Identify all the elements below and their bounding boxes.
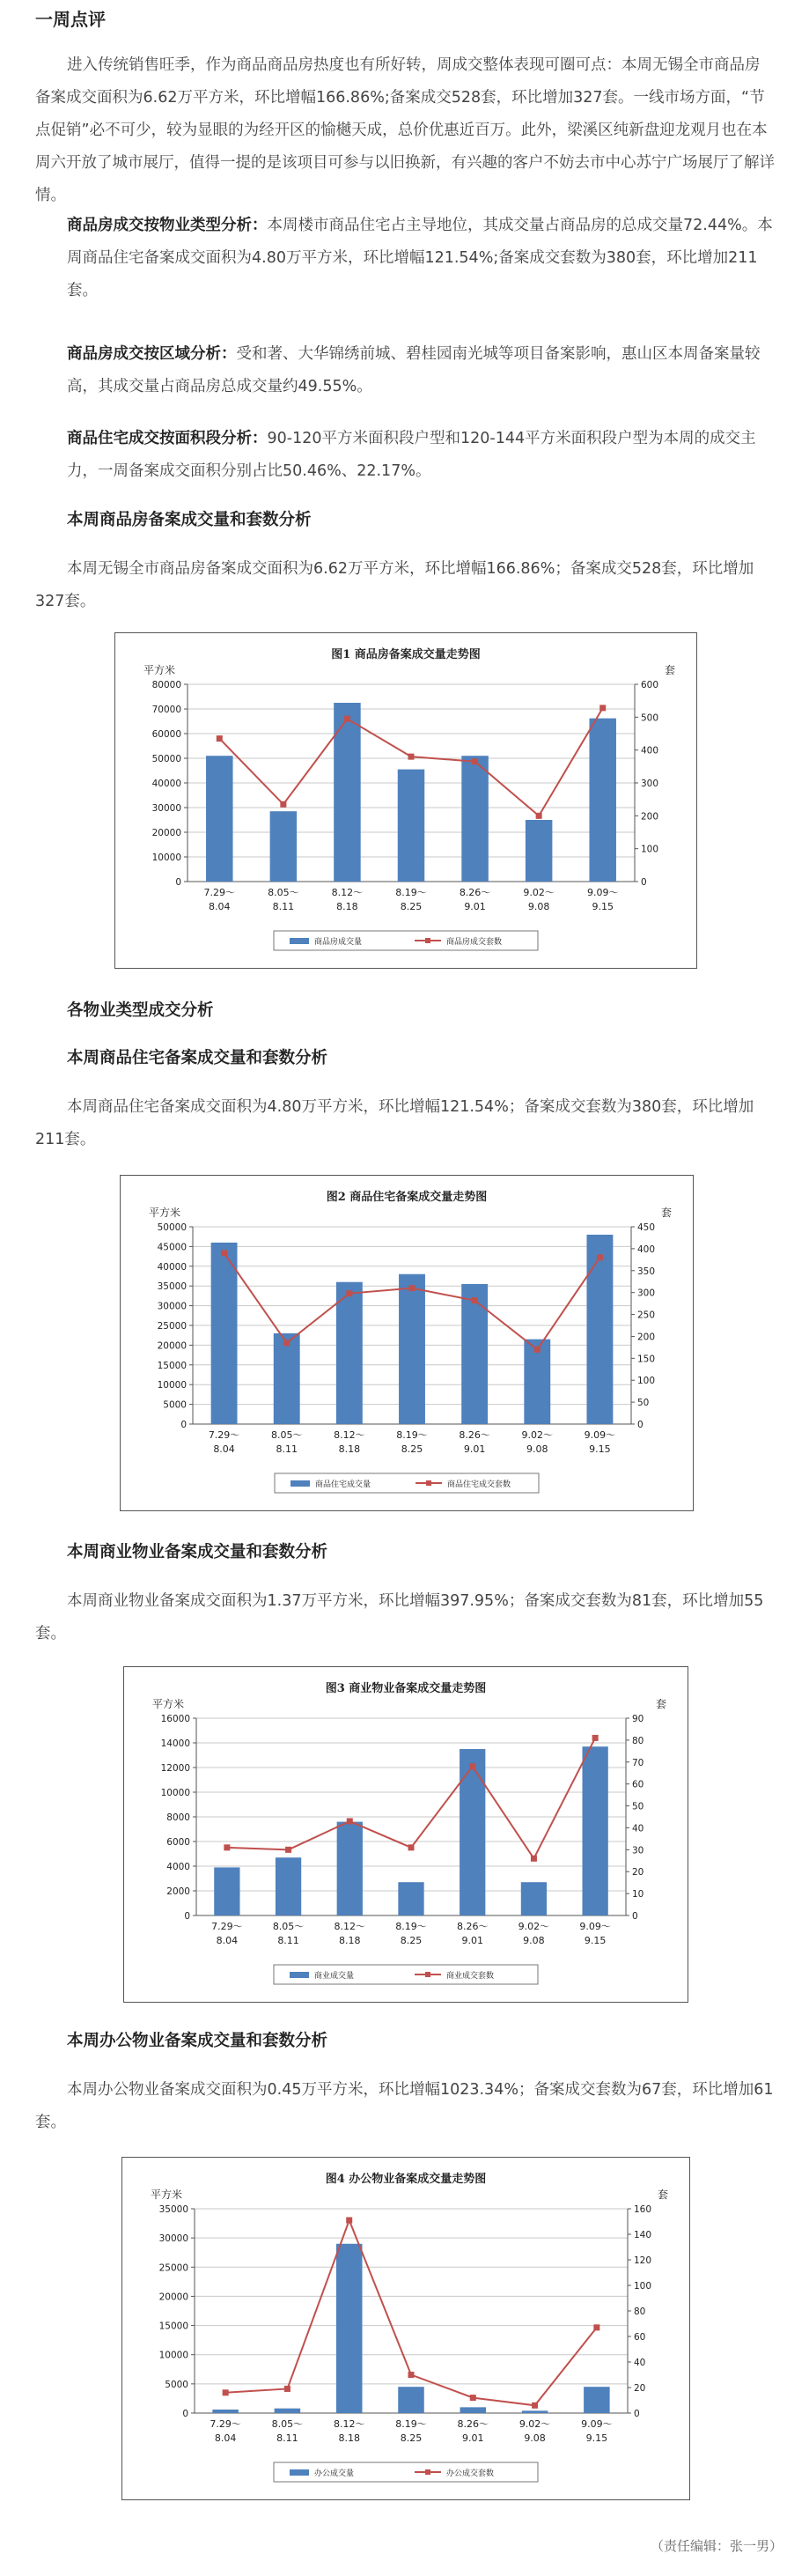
y-tick-label: 10000 (151, 853, 181, 863)
x-tick-label: 8.11 (277, 1935, 299, 1946)
x-tick-label: 8.11 (276, 2432, 298, 2444)
x-tick-label: 8.12～ (331, 887, 364, 898)
y2-tick-label: 400 (641, 745, 659, 757)
bar (461, 1284, 488, 1424)
y2-tick-label: 200 (637, 1332, 656, 1343)
bar (270, 811, 297, 882)
section-text: 本周商业物业备案成交面积为1.37万平方米，环比增幅397.95%；备案成交套数为81套，环比增加55套。 (35, 1592, 764, 1642)
y-tick-label: 60000 (151, 729, 181, 740)
bar (461, 756, 488, 882)
y-tick-label: 10000 (160, 1788, 190, 1798)
y2-tick-label: 0 (634, 2409, 640, 2419)
bar (586, 1235, 613, 1424)
x-tick-label: 8.18 (338, 1443, 361, 1455)
section-heading: 本周商业物业备案成交量和套数分析 (67, 1543, 328, 1561)
y2-tick-label: 300 (637, 1288, 656, 1299)
y2-tick-label: 50 (632, 1801, 644, 1812)
section-heading: 本周商品住宅备案成交量和套数分析 (67, 1049, 328, 1067)
x-tick-label: 9.09～ (584, 1429, 616, 1441)
analysis-text: 本周楼市商品住宅占主导地位，其成交量占商品房的总成交量72.44%。本周商品住宅备案成交面积为4.80万平方米，环比增幅121.54%;备案成交套数为380套，环比增加211套。 (67, 217, 773, 299)
x-tick-label: 8.19～ (396, 1429, 428, 1441)
x-tick-label: 8.18 (339, 1935, 361, 1946)
y2-tick-label: 30 (632, 1845, 644, 1856)
bar (589, 719, 615, 882)
y-tick-label: 40000 (151, 779, 181, 789)
y2-tick-label: 600 (641, 680, 659, 690)
chart-4-svg (122, 2158, 689, 2499)
line-point (224, 1844, 230, 1850)
x-tick-label: 8.18 (338, 2432, 360, 2444)
bar (337, 1822, 363, 1915)
x-tick-label: 8.04 (209, 901, 231, 912)
y2-tick-label: 0 (632, 1911, 638, 1922)
x-tick-label: 9.01 (464, 901, 486, 912)
line-point (223, 2389, 229, 2395)
series-line (227, 1738, 595, 1858)
bar (398, 1882, 423, 1915)
analysis-label: 商品房成交按物业类型分析： (67, 217, 268, 234)
intro-paragraph: 进入传统销售旺季，作为商品商品房热度也有所好转，周成交整体表现可圈可点：本周无锡全市商品房备案成交面积为6.62万平方米，环比增幅166.86%;备案成交528套，环比增加327套。一线市场方面，“节点促销”必不可少，较为显眼的为经开区的愉樾天成，总价优惠近百万。此外，梁溪区纯新盘迎龙观月也在本周六开放了城市展厅，值得一提的是该项目可参与以旧换新，有兴趣的客户不妨去市中心苏宁广场展厅了解详情。 (35, 56, 775, 204)
y2-axis-label: 套 (658, 2188, 669, 2201)
y-tick-label: 10000 (157, 1380, 187, 1391)
y-tick-label: 0 (180, 1420, 187, 1430)
x-tick-label: 8.05～ (270, 1429, 303, 1441)
bar (206, 756, 232, 882)
analysis-label: 商品房成交按区域分析： (67, 345, 237, 363)
chart-1-svg (115, 633, 696, 968)
y-tick-label: 4000 (166, 1862, 190, 1872)
x-tick-label: 9.09～ (581, 2418, 613, 2430)
section-heading: 本周商品房备案成交量和套数分析 (67, 511, 312, 529)
y-tick-label: 20000 (158, 2292, 188, 2303)
chart-title: 图1 商品房备案成交量走势图 (331, 648, 481, 661)
y2-tick-label: 80 (632, 1735, 644, 1746)
y2-tick-label: 250 (637, 1310, 656, 1321)
bar (522, 2410, 548, 2413)
y2-tick-label: 0 (641, 877, 647, 888)
bar (276, 1857, 301, 1915)
line-point (344, 716, 350, 722)
x-tick-label: 8.12～ (333, 2418, 365, 2430)
legend-box (274, 1965, 538, 1984)
bar (399, 1274, 425, 1424)
legend-line-marker (425, 2469, 430, 2475)
y-tick-label: 15000 (157, 1360, 187, 1371)
y-tick-label: 25000 (157, 1321, 187, 1332)
legend-bar-swatch (290, 1972, 309, 1978)
analysis-area-range (67, 423, 776, 488)
y2-tick-label: 450 (637, 1222, 656, 1233)
y-tick-label: 45000 (157, 1242, 187, 1253)
page-title: 一周点评 (35, 9, 106, 30)
y2-tick-label: 60 (634, 2332, 646, 2343)
legend-bar-swatch (290, 2469, 309, 2476)
bar (460, 1749, 485, 1915)
line-point (597, 1254, 603, 1260)
y-tick-label: 35000 (158, 2204, 188, 2215)
y2-tick-label: 300 (641, 779, 659, 789)
x-tick-label: 9.08 (527, 901, 550, 912)
y-tick-label: 10000 (158, 2350, 188, 2361)
legend-bar-swatch (290, 938, 309, 944)
x-tick-label: 8.18 (336, 901, 358, 912)
y2-tick-label: 160 (634, 2204, 652, 2215)
bar (214, 1867, 239, 1915)
x-tick-label: 9.15 (589, 1443, 611, 1455)
y-tick-label: 30000 (157, 1301, 187, 1312)
x-tick-label: 8.25 (400, 901, 423, 912)
bar (398, 770, 424, 882)
y-tick-label: 0 (175, 877, 181, 888)
chart-2 (120, 1175, 694, 1511)
line-point (532, 2403, 538, 2409)
y-tick-label: 20000 (157, 1340, 187, 1352)
line-point (217, 735, 223, 742)
chart-3 (123, 1666, 688, 2003)
legend-label: 商业成交量 (314, 1972, 355, 1981)
line-point (472, 1297, 478, 1303)
y2-tick-label: 100 (637, 1376, 656, 1387)
x-tick-label: 8.26～ (456, 1921, 489, 1932)
y2-tick-label: 100 (634, 2281, 652, 2292)
line-point (408, 1844, 415, 1850)
x-tick-label: 8.19～ (395, 887, 427, 898)
y-tick-label: 25000 (158, 2262, 188, 2274)
x-tick-label: 7.29～ (211, 1921, 243, 1932)
bar (275, 2409, 301, 2413)
chart-1 (114, 632, 697, 969)
x-tick-label: 8.12～ (334, 1921, 366, 1932)
x-tick-label: 8.11 (272, 901, 295, 912)
line-point (469, 1763, 475, 1769)
bar (212, 2410, 239, 2413)
line-point (409, 1285, 416, 1291)
bar (211, 1243, 238, 1424)
chart-4 (121, 2157, 690, 2500)
chart-title: 图4 办公物业备案成交量走势图 (325, 2173, 487, 2186)
y-tick-label: 0 (184, 1911, 190, 1922)
y-axis-label: 平方米 (151, 2188, 183, 2201)
line-point (470, 2395, 476, 2401)
y-tick-label: 16000 (160, 1714, 190, 1724)
x-tick-label: 9.02～ (518, 2418, 551, 2430)
line-point (408, 754, 415, 760)
x-tick-label: 8.05～ (271, 2418, 304, 2430)
analysis-text: 受和著、大华锦绣前城、碧桂园南光城等项目备案影响，惠山区本周备案量较高，其成交量占商品房总成交量约49.55%。 (67, 345, 761, 395)
y-tick-label: 0 (182, 2409, 188, 2419)
x-tick-label: 8.12～ (334, 1429, 365, 1441)
x-tick-label: 8.26～ (459, 887, 491, 898)
bar (336, 1282, 363, 1424)
y2-tick-label: 0 (637, 1420, 644, 1430)
y2-tick-label: 40 (632, 1823, 644, 1834)
y2-tick-label: 20 (634, 2383, 646, 2394)
bar (583, 1746, 608, 1915)
editor-credit: （责任编辑：张一男） (650, 2538, 783, 2554)
chart-2-svg (121, 1176, 693, 1510)
line-point (284, 2386, 291, 2392)
y2-tick-label: 40 (634, 2358, 646, 2368)
line-point (347, 1818, 353, 1824)
bar (526, 820, 552, 882)
x-tick-label: 7.29～ (203, 887, 236, 898)
line-point (531, 1856, 537, 1862)
bar (398, 2387, 424, 2413)
x-tick-label: 9.08 (524, 2432, 546, 2444)
chart-title: 图2 商品住宅备案成交量走势图 (326, 1191, 488, 1204)
legend-label: 商业成交套数 (446, 1972, 495, 1981)
y-tick-label: 30000 (158, 2233, 188, 2245)
y2-axis-label: 套 (656, 1698, 667, 1710)
bar (584, 2387, 610, 2413)
analysis-region (67, 338, 776, 403)
legend-line-marker (425, 1972, 430, 1977)
y2-axis-label: 套 (661, 1207, 673, 1219)
y2-axis-label: 套 (665, 664, 676, 676)
legend-label: 商品房成交套数 (446, 938, 503, 947)
x-tick-label: 8.05～ (268, 887, 299, 898)
y-axis-label: 平方米 (143, 664, 176, 676)
chart-title: 图3 商业物业备案成交量走势图 (325, 1682, 487, 1695)
y-tick-label: 6000 (166, 1837, 190, 1848)
bar (521, 1882, 547, 1915)
y-tick-label: 15000 (158, 2321, 188, 2332)
x-tick-label: 9.09～ (586, 887, 619, 898)
line-point (599, 705, 606, 711)
legend-label: 办公成交套数 (446, 2469, 495, 2478)
line-point (536, 813, 542, 819)
bar (274, 1333, 300, 1424)
line-point (280, 801, 286, 808)
x-tick-label: 9.08 (526, 1443, 548, 1455)
y2-tick-label: 400 (637, 1244, 656, 1255)
y2-tick-label: 70 (632, 1757, 644, 1768)
x-tick-label: 9.02～ (521, 1429, 554, 1441)
legend-label: 商品住宅成交套数 (447, 1480, 511, 1489)
y-tick-label: 50000 (151, 754, 181, 764)
x-tick-label: 8.25 (401, 1443, 423, 1455)
line-point (593, 2324, 599, 2330)
x-tick-label: 8.04 (213, 1443, 235, 1455)
x-tick-label: 8.05～ (272, 1921, 305, 1932)
section-text: 本周商品住宅备案成交面积为4.80万平方米，环比增幅121.54%；备案成交套数为380套，环比增加211套。 (35, 1098, 754, 1148)
y-axis-label: 平方米 (149, 1207, 181, 1219)
x-tick-label: 9.02～ (518, 1921, 550, 1932)
y-tick-label: 20000 (151, 828, 181, 838)
chart-3-svg (124, 1667, 688, 2002)
legend-line-marker (425, 938, 430, 943)
y2-tick-label: 60 (632, 1779, 644, 1790)
y2-tick-label: 90 (632, 1714, 644, 1724)
bar (336, 2244, 363, 2413)
x-tick-label: 9.01 (461, 1935, 483, 1946)
x-tick-label: 9.01 (462, 2432, 484, 2444)
section-heading: 本周办公物业备案成交量和套数分析 (67, 2032, 328, 2050)
y-axis-label: 平方米 (152, 1698, 185, 1710)
line-point (283, 1340, 290, 1346)
x-tick-label: 9.08 (523, 1935, 545, 1946)
section-heading: 各物业类型成交分析 (67, 1001, 214, 1020)
legend-label: 办公成交量 (314, 2469, 355, 2478)
y-tick-label: 50000 (157, 1222, 187, 1233)
x-tick-label: 9.15 (584, 1935, 607, 1946)
y-tick-label: 35000 (157, 1281, 187, 1293)
x-tick-label: 7.29～ (208, 1429, 240, 1441)
x-tick-label: 9.01 (463, 1443, 486, 1455)
line-point (346, 1290, 352, 1296)
line-point (221, 1250, 227, 1256)
y-tick-label: 80000 (151, 680, 181, 690)
x-tick-label: 8.19～ (395, 2418, 427, 2430)
line-point (346, 2218, 352, 2224)
line-point (592, 1735, 599, 1741)
analysis-text: 90-120平方米面积段户型和120-144平方米面积段户型为本周的成交主力，一周备案成交面积分别占比50.46%、22.17%。 (67, 430, 756, 480)
legend-label: 商品房成交量 (314, 938, 363, 947)
x-tick-label: 8.26～ (459, 1429, 490, 1441)
section-text: 本周办公物业备案成交面积为0.45万平方米，环比增幅1023.34%；备案成交套数为67套，环比增加61套。 (35, 2081, 774, 2131)
x-tick-label: 7.29～ (210, 2418, 241, 2430)
y2-tick-label: 80 (634, 2307, 646, 2317)
line-point (534, 1347, 541, 1353)
x-tick-label: 8.04 (214, 2432, 237, 2444)
x-tick-label: 8.26～ (457, 2418, 489, 2430)
legend-line-marker (426, 1480, 431, 1486)
legend-bar-swatch (291, 1480, 310, 1487)
y2-tick-label: 140 (634, 2230, 652, 2240)
y2-tick-label: 120 (634, 2255, 652, 2266)
analysis-label: 商品住宅成交按面积段分析： (67, 430, 268, 447)
y2-tick-label: 50 (637, 1398, 650, 1409)
y-tick-label: 30000 (151, 803, 181, 814)
y2-tick-label: 350 (637, 1266, 656, 1277)
y2-tick-label: 100 (641, 844, 659, 855)
legend-box (274, 2462, 538, 2482)
line-point (408, 2372, 415, 2378)
y-tick-label: 70000 (151, 705, 181, 715)
y2-tick-label: 20 (632, 1867, 644, 1878)
analysis-property-type (67, 210, 776, 307)
x-tick-label: 8.25 (400, 2432, 423, 2444)
x-tick-label: 8.11 (276, 1443, 298, 1455)
x-tick-label: 9.09～ (579, 1921, 611, 1932)
y2-tick-label: 150 (637, 1354, 656, 1365)
y-tick-label: 12000 (160, 1763, 190, 1774)
x-tick-label: 8.25 (400, 1935, 423, 1946)
y-tick-label: 5000 (165, 2379, 188, 2390)
y2-tick-label: 200 (641, 811, 659, 823)
x-tick-label: 9.15 (592, 901, 614, 912)
y-tick-label: 5000 (163, 1399, 187, 1411)
y2-tick-label: 10 (632, 1889, 644, 1901)
x-tick-label: 8.19～ (395, 1921, 427, 1932)
x-tick-label: 8.04 (216, 1935, 239, 1946)
legend-label: 商品住宅成交量 (315, 1480, 371, 1489)
section-text: 本周无锡全市商品房备案成交面积为6.62万平方米，环比增幅166.86%；备案成交528套，环比增加327套。 (35, 560, 754, 610)
bar (334, 703, 360, 882)
y-tick-label: 8000 (166, 1812, 190, 1823)
line-point (472, 758, 478, 764)
bar (460, 2407, 487, 2413)
y-tick-label: 40000 (157, 1261, 187, 1273)
x-tick-label: 9.15 (585, 2432, 608, 2444)
y2-tick-label: 500 (641, 712, 659, 724)
line-point (285, 1847, 291, 1853)
y-tick-label: 2000 (166, 1886, 190, 1897)
y-tick-label: 14000 (160, 1738, 190, 1749)
x-tick-label: 9.02～ (523, 887, 555, 898)
